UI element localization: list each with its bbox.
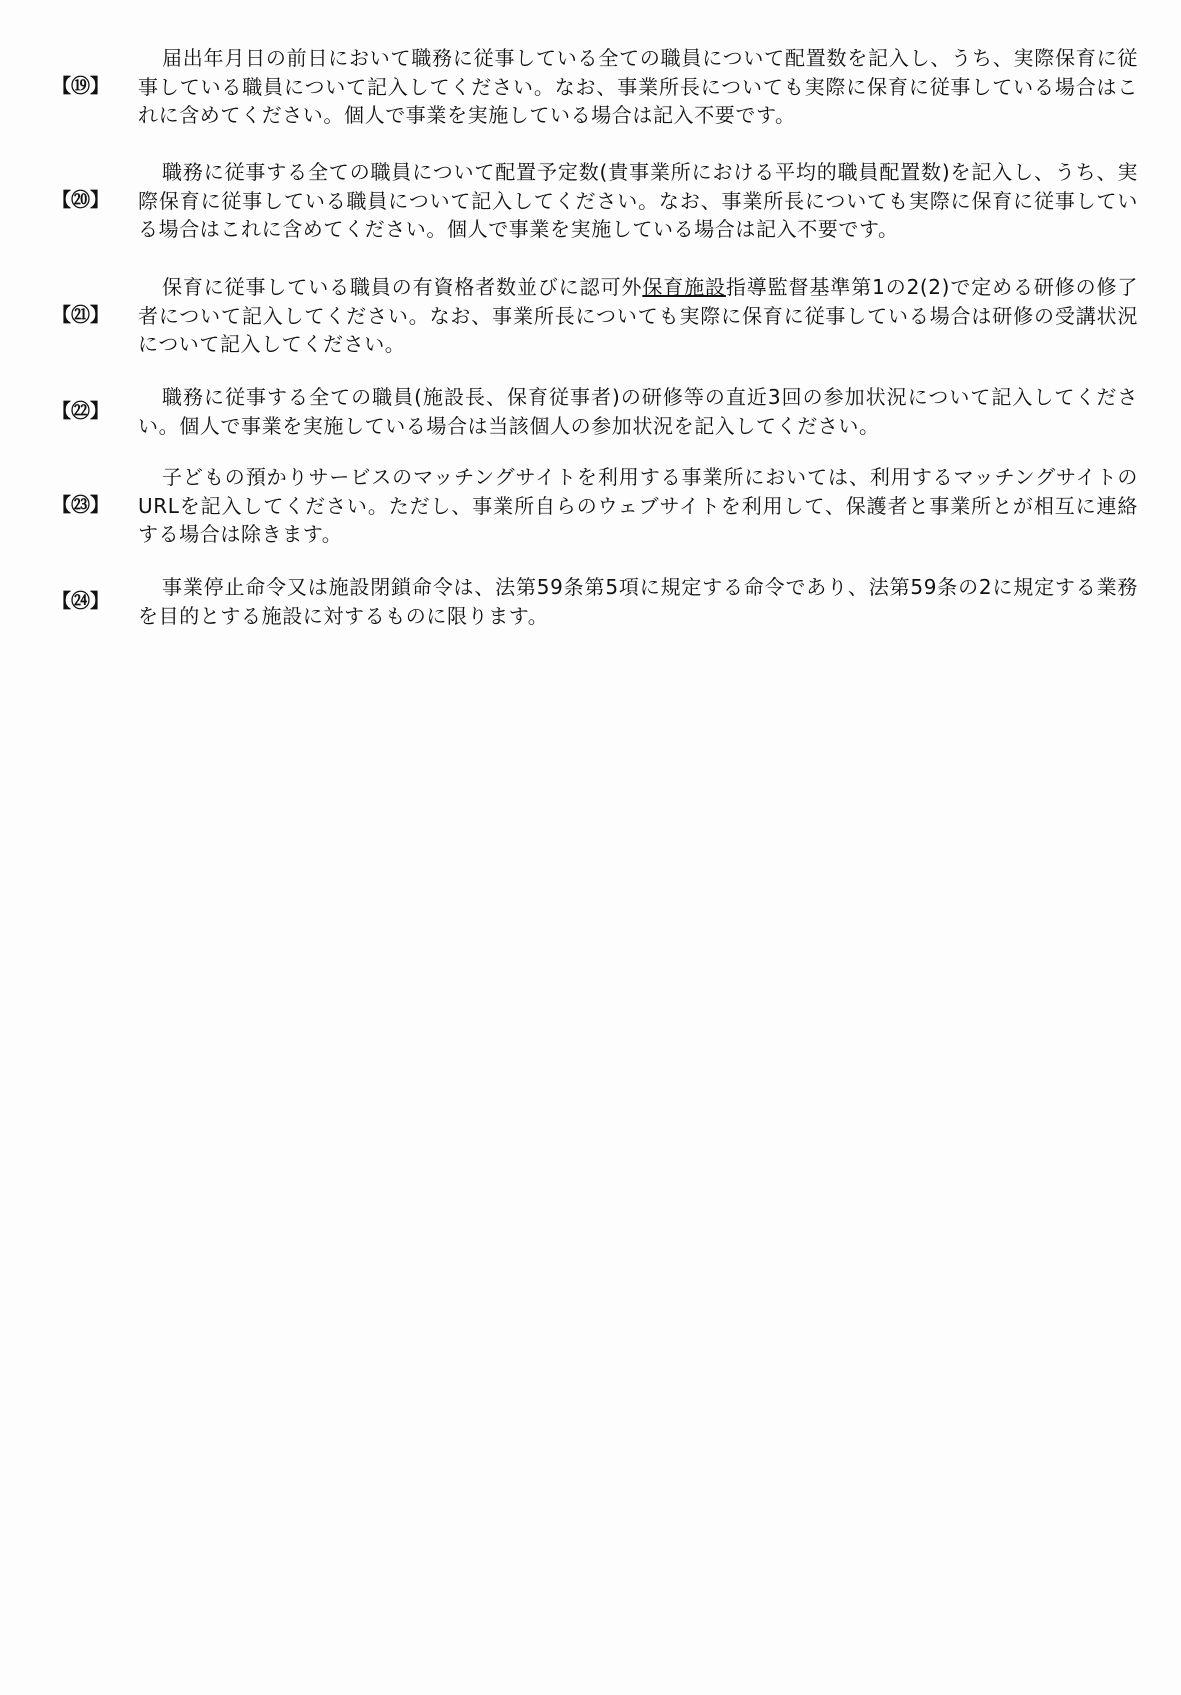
note-text: 子どもの預かりサービスのマッチングサイトを利用する事業所においては、利用するマッチングサイトのURLを記入してください。ただし、事業所自らのウェブサイトを利用して、保護者と事業所とが相互に連絡する場合は除きます。 [138,465,1138,546]
note-text: 職務に従事する全ての職員(施設長、保育従事者)の研修等の直近3回の参加状況について記入してください。個人で事業を実施している場合は当該個人の参加状況を記入してください。 [138,385,1138,438]
note-text-part: 保育に従事している職員の有資格者数並びに認可外 [162,275,643,299]
note-text: 職務に従事する全ての職員について配置予定数(貴事業所における平均的職員配置数)を記入し、うち、実際保育に従事している職員について記入してください。なお、事業所長についても実際に保育に従事している場合はこれに含めてください。個人で事業を実施している場合は記入不要です。 [138,160,1138,241]
note-marker: 【⑳】 [52,189,110,211]
note-marker: 【㉓】 [52,494,110,516]
note-marker: 【⑲】 [52,75,110,97]
note-marker: 【㉑】 [52,304,110,326]
underlined-term: 保育施設 [642,275,726,299]
note-marker: 【㉔】 [52,590,110,612]
note-text [138,273,1138,359]
note-text: 届出年月日の前日において職務に従事している全ての職員について配置数を記入し、うち、実際保育に従事している職員について記入してください。なお、事業所長についても実際に保育に従事している場合はこれに含めてください。個人で事業を実施している場合は記入不要です。 [138,46,1138,127]
note-text-part: 指導監督基準第1の2(2)で定める研修の修了者について記入してください。なお、事業所長についても実際に保育に従事している場合は研修の受講状況について記入してください。 [138,275,1138,356]
note-text: 事業停止命令又は施設閉鎖命令は、法第59条第5項に規定する命令であり、法第59条の2に規定する業務を目的とする施設に対するものに限ります。 [138,575,1138,628]
note-marker: 【㉒】 [52,400,110,422]
